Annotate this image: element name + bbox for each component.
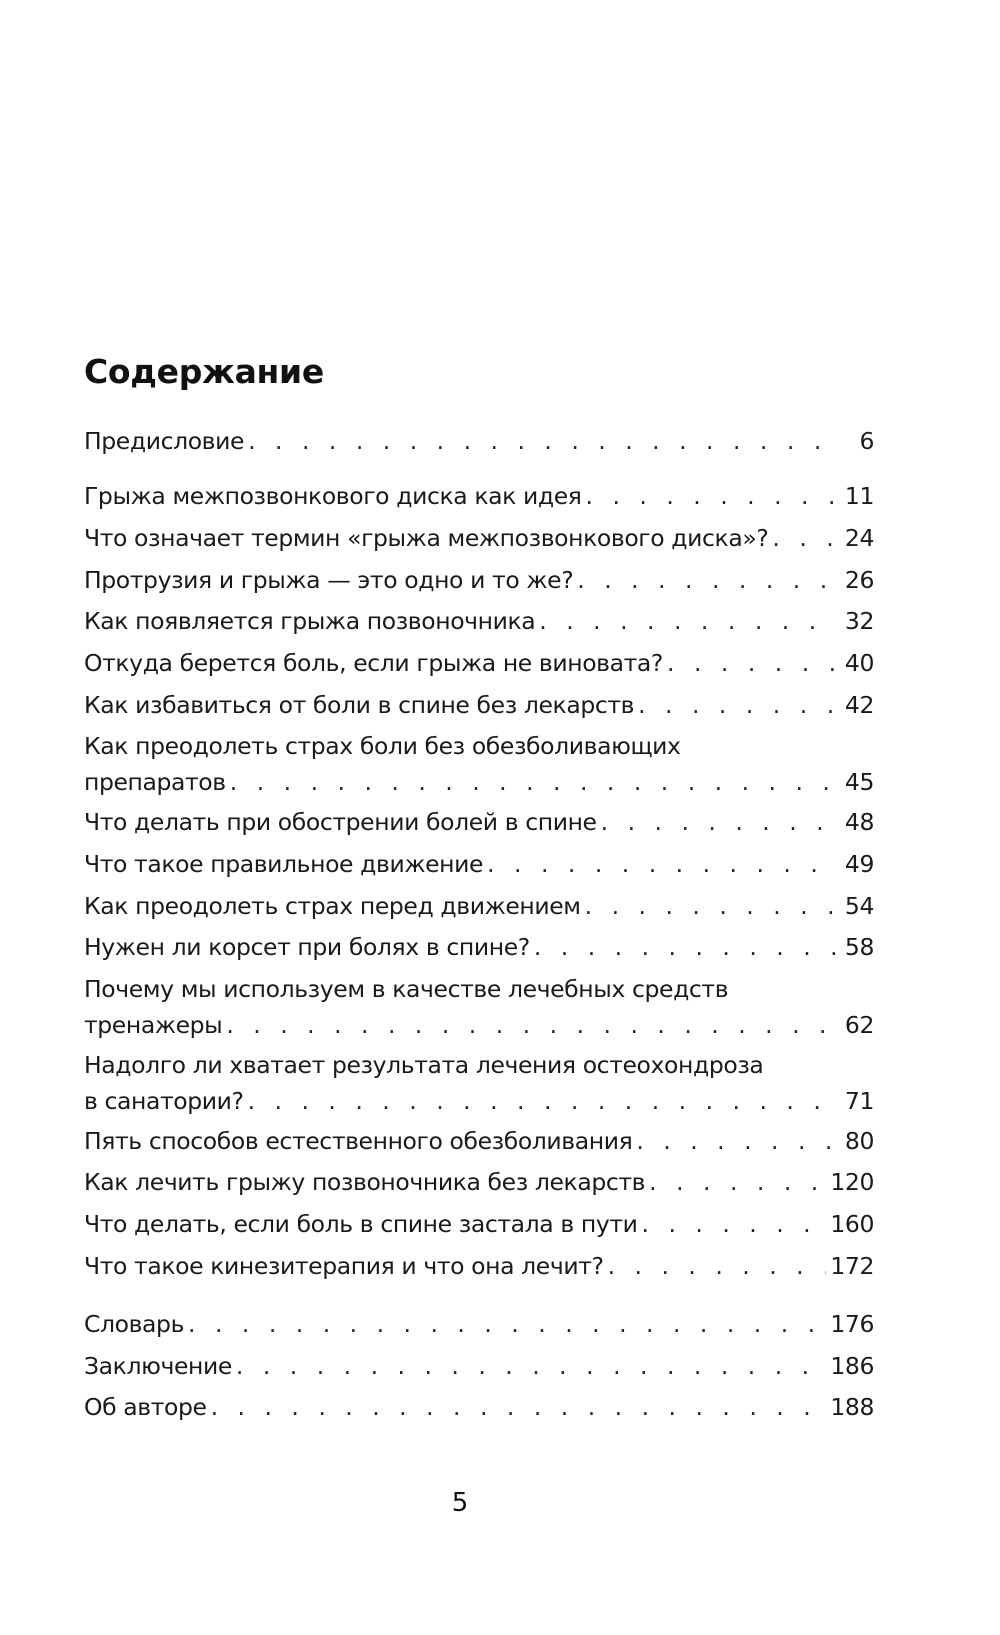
toc-page-number: 58 <box>844 933 874 961</box>
toc-entry[interactable] <box>84 728 874 800</box>
toc-entry-title: Предисловие <box>84 427 245 455</box>
toc-entry-title: Об авторе <box>84 1393 207 1421</box>
toc-entry[interactable] <box>84 888 874 924</box>
toc-page-number: 24 <box>844 524 874 552</box>
dot-leader <box>642 1206 827 1242</box>
dot-leader <box>601 804 836 840</box>
dot-leader <box>211 1389 827 1425</box>
toc-entry[interactable] <box>84 929 874 965</box>
dot-leader <box>248 1083 836 1119</box>
toc-entry-title: Нужен ли корсет при болях в спине? <box>84 933 530 961</box>
toc-page-number: 176 <box>830 1310 874 1338</box>
dot-leader <box>667 645 836 681</box>
dot-leader <box>230 764 836 800</box>
toc-entry-title: Как преодолеть страх перед движением <box>84 892 581 920</box>
dot-leader <box>586 478 836 514</box>
dot-leader <box>534 929 836 965</box>
toc-entry-title-line1: Почему мы используем в качестве лечебных средств <box>84 975 729 1003</box>
toc-entry[interactable] <box>84 645 874 681</box>
toc-entry-title: Грыжа межпозвонкового диска как идея <box>84 482 582 510</box>
toc-page-number: 71 <box>844 1087 874 1115</box>
toc-page-number: 42 <box>844 691 874 719</box>
toc-entry[interactable] <box>84 804 874 840</box>
toc-page-number: 11 <box>844 482 874 510</box>
toc-entry[interactable] <box>84 478 874 514</box>
page-number: 5 <box>451 1488 469 1518</box>
toc-page-number: 172 <box>830 1252 874 1280</box>
toc-entry-title: Что такое правильное движение <box>84 850 484 878</box>
toc-entry[interactable] <box>84 1306 874 1342</box>
toc-entry[interactable] <box>84 1206 874 1242</box>
toc-entry-title: в санатории? <box>84 1087 244 1115</box>
toc-entry-title: Протрузия и грыжа — это одно и то же? <box>84 566 574 594</box>
toc-entry-title: Словарь <box>84 1310 185 1338</box>
dot-leader <box>539 603 836 639</box>
dot-leader <box>772 520 836 556</box>
toc-page-number: 120 <box>830 1168 874 1196</box>
toc-entry-title: Заключение <box>84 1352 232 1380</box>
toc-page-number: 186 <box>830 1352 874 1380</box>
toc-page-number: 54 <box>844 892 874 920</box>
toc-page-number: 80 <box>844 1127 874 1155</box>
toc-entry-title: Что такое кинезитерапия и что она лечит? <box>84 1252 604 1280</box>
toc-entry[interactable] <box>84 1389 874 1425</box>
dot-leader <box>649 1164 826 1200</box>
toc-entry-title: препаратов <box>84 768 226 796</box>
toc-entry[interactable] <box>84 1164 874 1200</box>
toc-entry-title: Как лечить грыжу позвоночника без лекарств <box>84 1168 646 1196</box>
dot-leader <box>638 687 836 723</box>
toc-page-number: 49 <box>844 850 874 878</box>
toc-entry[interactable] <box>84 1248 874 1284</box>
dot-leader <box>487 846 836 882</box>
toc-page-number: 45 <box>844 768 874 796</box>
toc-entry[interactable] <box>84 1047 874 1119</box>
toc-entry-title-line1: Надолго ли хватает результата лечения остеохондроза <box>84 1051 764 1079</box>
toc-entry[interactable] <box>84 423 874 459</box>
toc-page-number: 32 <box>844 607 874 635</box>
toc-entry[interactable] <box>84 562 874 598</box>
toc-page-number: 40 <box>844 649 874 677</box>
toc-entry-title: Как избавиться от боли в спине без лекарств <box>84 691 635 719</box>
toc-entry[interactable] <box>84 846 874 882</box>
toc-entry[interactable] <box>84 603 874 639</box>
dot-leader <box>248 423 836 459</box>
toc-entry[interactable] <box>84 1348 874 1384</box>
toc-page-number: 160 <box>830 1210 874 1238</box>
toc-entry[interactable] <box>84 687 874 723</box>
toc-page-number: 62 <box>844 1011 874 1039</box>
toc-entry-title: Что делать при обострении болей в спине <box>84 808 597 836</box>
toc-entry-title: Что означает термин «грыжа межпозвонкового диска»? <box>84 524 769 552</box>
toc-entry-title-line1: Как преодолеть страх боли без обезболивающих <box>84 732 681 760</box>
toc-page-number: 188 <box>830 1393 874 1421</box>
toc-entry[interactable] <box>84 1123 874 1159</box>
toc-entry-title: Откуда берется боль, если грыжа не виновата? <box>84 649 663 677</box>
toc-page-number: 6 <box>859 427 874 455</box>
dot-leader <box>636 1123 836 1159</box>
dot-leader <box>585 888 836 924</box>
dot-leader <box>608 1248 827 1284</box>
dot-leader <box>236 1348 826 1384</box>
toc-page-number: 26 <box>844 566 874 594</box>
dot-leader <box>226 1007 836 1043</box>
dot-leader <box>577 562 836 598</box>
toc-entry[interactable] <box>84 971 874 1043</box>
toc-page-number: 48 <box>844 808 874 836</box>
toc-entry-title: Как появляется грыжа позвоночника <box>84 607 536 635</box>
page-title: Содержание <box>84 352 324 391</box>
toc-entry-title: Пять способов естественного обезболивания <box>84 1127 633 1155</box>
dot-leader <box>188 1306 826 1342</box>
toc-entry-title: тренажеры <box>84 1011 223 1039</box>
toc-entry-title: Что делать, если боль в спине застала в пути <box>84 1210 638 1238</box>
toc-entry[interactable] <box>84 520 874 556</box>
